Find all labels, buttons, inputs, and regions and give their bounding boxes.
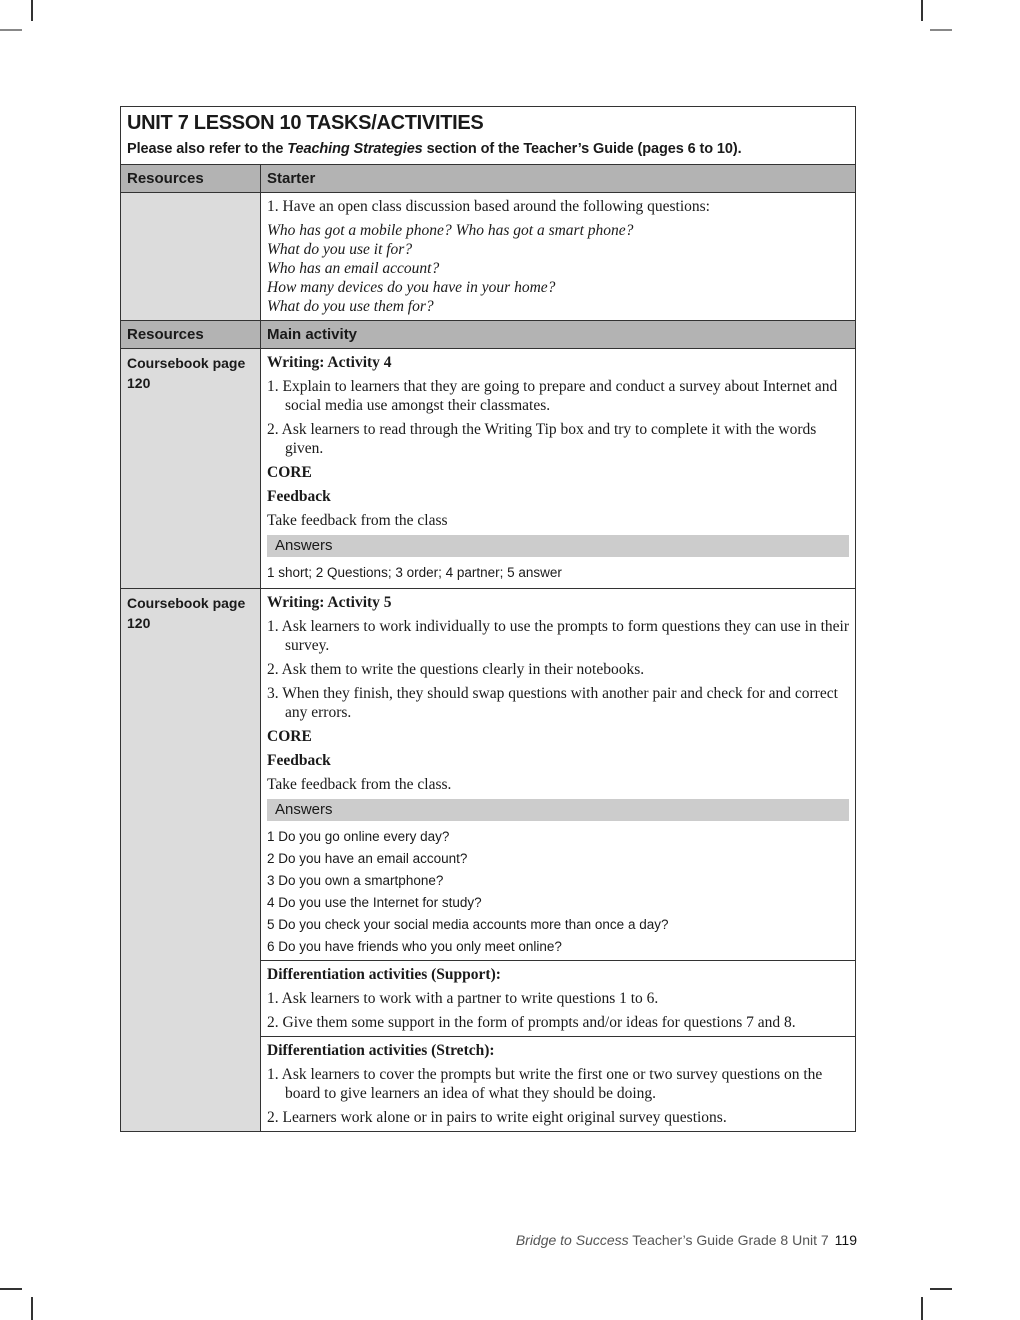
crop-mark [921,0,923,21]
feedback-text: Take feedback from the class. [267,776,452,793]
starter-question: How many devices do you have in your home? [267,279,556,296]
activity5-content [261,589,855,1131]
activity4-row [121,349,855,589]
crop-mark [31,0,33,21]
page-number: 119 [834,1232,857,1248]
answer-item: 2 Do you have an email account? [267,851,468,866]
answer-item: 6 Do you have friends who you only meet online? [267,939,562,954]
support-heading: Differentiation activities (Support): [267,966,501,983]
answer-item: 5 Do you check your social media accounts more than once a day? [267,917,669,932]
subtitle-italic: Teaching Strategies [287,141,423,157]
core-label: CORE [267,464,312,481]
resources-header: Resources [121,321,261,348]
main-activity-header-row [121,321,855,349]
support-section [261,960,855,1036]
support-step: 1. Ask learners to work with a partner to write questions 1 to 6. [267,990,659,1007]
starter-header: Starter [267,170,316,187]
crop-mark [921,1297,923,1320]
subtitle-prefix: Please also refer to the [127,141,288,157]
support-step: 2. Give them some support in the form of prompts and/or ideas for questions 7 and 8. [267,1014,796,1031]
answer-item: 1 Do you go online every day? [267,829,450,844]
activity5-step: 1. Ask learners to work individually to use the prompts to form questions they can use in their survey. [267,618,850,654]
lesson-table [120,106,856,1132]
activity5-resource: Coursebook page 120 [121,589,261,1131]
starter-header-row [121,165,855,193]
activity5-heading: Writing: Activity 5 [267,594,392,611]
answer-item: 3 Do you own a smartphone? [267,873,444,888]
starter-question: Who has an email account? [267,260,440,277]
answers-bar: Answers [267,799,849,821]
starter-question: Who has got a mobile phone? Who has got a smart phone? [267,222,634,239]
activity5-row [121,589,855,1131]
crop-mark [0,29,22,31]
activity4-resource: Coursebook page 120 [121,349,261,588]
main-activity-header: Main activity [267,326,358,343]
feedback-label: Feedback [267,488,331,505]
starter-content [261,193,855,320]
stretch-section [261,1036,855,1131]
crop-mark [31,1297,33,1320]
starter-row [121,193,855,321]
crop-mark [0,1288,22,1290]
activity4-step: 1. Explain to learners that they are going to prepare and conduct a survey about Internet and social media use amongst their classmates. [267,378,838,414]
crop-mark [930,1288,952,1290]
starter-question: What do you use them for? [267,298,434,315]
starter-question: What do you use it for? [267,241,413,258]
stretch-step: 1. Ask learners to cover the prompts but write the first one or two survey questions on the board to give learners an idea of what they should be doing. [267,1066,823,1102]
title-block [121,107,855,165]
activity5-step: 2. Ask them to write the questions clearly in their notebooks. [267,661,645,678]
activity4-step: 2. Ask learners to read through the Writing Tip box and try to complete it with the words given. [267,421,817,457]
answers-text: 1 short; 2 Questions; 3 order; 4 partner; 5 answer [267,565,562,580]
page-title: UNIT 7 LESSON 10 TASKS/ACTIVITIES [127,112,484,134]
book-title: Bridge to Success [515,1232,629,1248]
stretch-step: 2. Learners work alone or in pairs to write eight original survey questions. [267,1109,727,1126]
core-label: CORE [267,728,312,745]
starter-resources-cell [121,193,261,320]
answers-bar: Answers [267,535,849,557]
activity4-heading: Writing: Activity 4 [267,354,392,371]
footer-text: Teacher’s Guide Grade 8 Unit 7 [628,1232,829,1248]
page-subtitle [127,139,849,159]
resources-header: Resources [121,165,261,192]
activity4-content [261,349,855,588]
activity5-step: 3. When they finish, they should swap questions with another pair and check for and correct any errors. [267,685,838,721]
feedback-text: Take feedback from the class [267,512,448,529]
starter-intro: 1. Have an open class discussion based around the following questions: [267,198,710,215]
answer-item: 4 Do you use the Internet for study? [267,895,482,910]
feedback-label: Feedback [267,752,331,769]
crop-mark [930,29,952,31]
subtitle-suffix: section of the Teacher’s Guide (pages 6 to 10). [422,141,742,157]
stretch-heading: Differentiation activities (Stretch): [267,1042,495,1059]
page-footer [516,1232,857,1248]
